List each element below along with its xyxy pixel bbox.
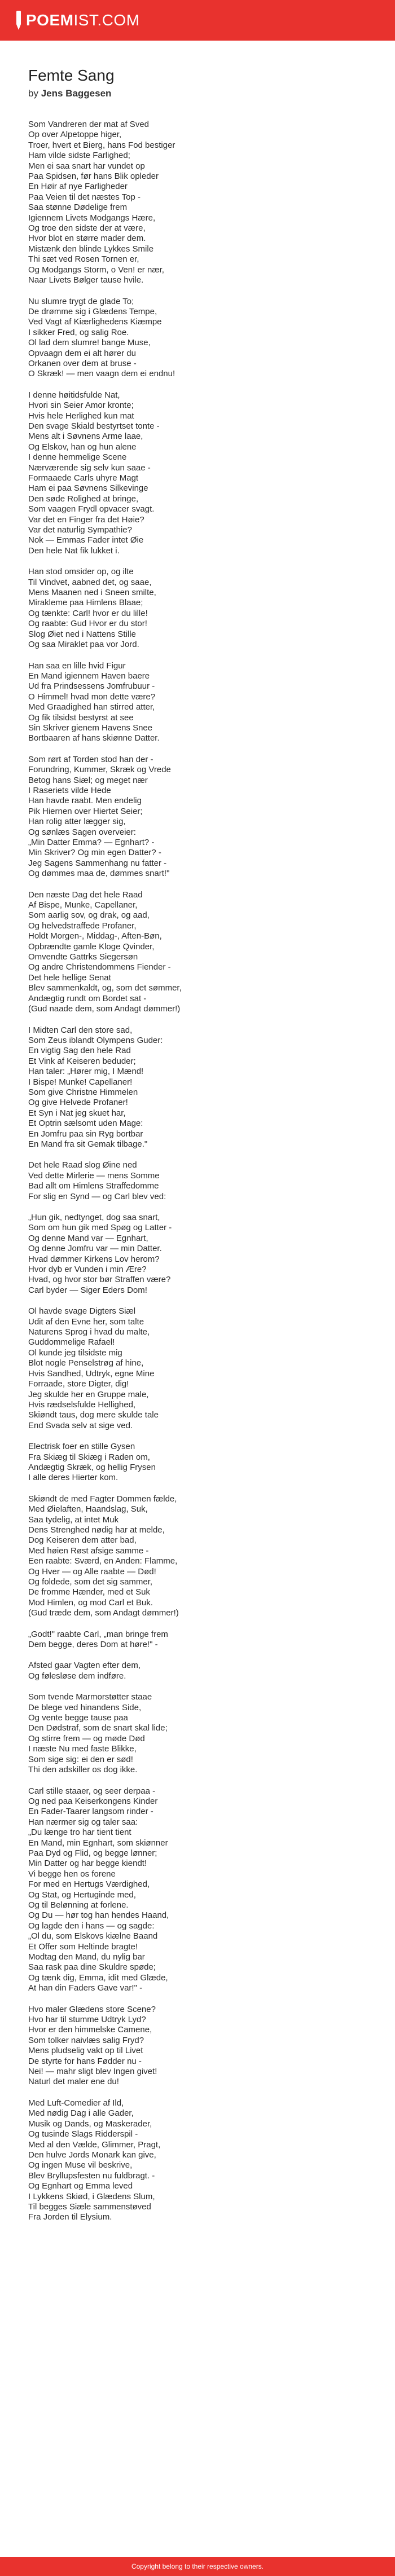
poem-stanza (28, 2005, 367, 2088)
poem-line: Andægtig rundt om Bordet sat - (28, 993, 147, 1003)
poem-line: En Mand, min Egnhart, som skiønner (28, 1838, 168, 1848)
poem-line: Ol lad dem slumre! bange Muse, (28, 338, 151, 348)
poem-line: Dens Strenghed nødig har at melde, (28, 1525, 165, 1535)
poem-line: Hvo har til stumme Udtryk Lyd? (28, 2015, 146, 2025)
poem-line: Hvis hele Herlighed kun mat (28, 411, 134, 421)
poem-line: Og til Belønning at forlene. (28, 1900, 129, 1910)
byline-prefix: by (28, 88, 38, 99)
poem-line: Hvo maler Glædens store Scene? (28, 2004, 156, 2014)
poem-stanza (28, 1213, 367, 1296)
poem-line: Den søde Rolighed at bringe, (28, 494, 139, 504)
poem-stanza (28, 1442, 367, 1483)
poem-line: Formaaede Carls uhyre Magt (28, 473, 139, 483)
poem-line: Til Vindvet, aabned det, og saae, (28, 577, 152, 587)
poem-line: Som om hun gik med Spøg og Latter - (28, 1223, 172, 1233)
poem-line: Og foldede, som det sig sammer, (28, 1577, 153, 1587)
poem-stanza (28, 567, 367, 650)
poem-line: „Du længe tro har tient tient (28, 1828, 131, 1838)
poem-line: Naturl det maler ene du! (28, 2077, 119, 2087)
poem-line: Med Øielaften, Haandslag, Suk, (28, 1504, 148, 1514)
poem-line: En Mand fra sit Gemak tilbage." (28, 1139, 148, 1149)
poem-stanza (28, 1306, 367, 1431)
poem-line: Den Dødstraf, som de snart skal lide; (28, 1723, 168, 1733)
poem-line: Min Skriver? Og min egen Datter? - (28, 848, 161, 858)
poem-line: Electrisk foer en stille Gysen (28, 1442, 135, 1452)
poem-line: Opbrændte gamle Kloge Qvinder, (28, 941, 155, 952)
poem-line: Den næste Dag det hele Raad (28, 890, 143, 900)
poem-line: „Ol du, som Elskovs kiælne Baand (28, 1931, 158, 1941)
poem-line: Han stod omsider op, og ilte (28, 567, 134, 577)
poem-line: Mens alt i Søvnens Arme laae, (28, 431, 143, 442)
poem-line: Paa Dyd og Flid, og begge lønner; (28, 1848, 157, 1858)
poem-line: Naar Livets Bølger tause hvile. (28, 275, 144, 285)
poem-line: Den hulve Jords Monark kan give, (28, 2150, 156, 2160)
poem-stanza (28, 2098, 367, 2223)
poem-line: Og følesløse dem indføre. (28, 1671, 126, 1681)
poem-stanza (28, 1630, 367, 1650)
poem-line: Hvori sin Seier Amor kronte; (28, 400, 134, 411)
poem-line: Nærværende sig selv kun saae - (28, 463, 151, 473)
poem-line: Og lagde den i hans — og sagde: (28, 1921, 155, 1931)
poem-line: Med nødig Dag i alle Gader, (28, 2108, 134, 2119)
poem-line: Nu slumre trygt de glade To; (28, 296, 134, 306)
poem-line: Min Datter og har begge kiendt! (28, 1859, 147, 1869)
poem-line: Som vaagen Frydl opvacer svagt. (28, 504, 155, 514)
poem-line: Forraade, store Digter, dig! (28, 1379, 129, 1389)
poem-line: Modtag den Mand, du nylig bar (28, 1952, 145, 1962)
poem-line: Bortbaaren af hans skiønne Datter. (28, 733, 160, 743)
logo-text-bold: POEM (26, 11, 74, 29)
poem-line: En vigtig Sag den hele Rad (28, 1046, 131, 1056)
poem-stanza (28, 1661, 367, 1681)
poem-line: Blev sammenkaldt, og, som det sømmer, (28, 983, 182, 993)
poem-line: Og Stat, og Hertuginde med, (28, 1890, 136, 1900)
poem-line: Skiøndt taus, dog mere skulde tale (28, 1410, 159, 1420)
poem-line: I Raseriets vilde Hede (28, 785, 111, 795)
poem-line: Paa Spidsen, før hans Blik opleder (28, 171, 159, 182)
poem-line: Mod Himlen, og mod Carl et Buk. (28, 1597, 153, 1608)
poem-line: Og tusinde Slags Ridderspil - (28, 2129, 138, 2139)
poem-line: Hvad, og hvor stor bør Straffen være? (28, 1275, 171, 1285)
poem-line: Guddommelige Rafael! (28, 1337, 115, 1348)
poem-line: Og stirre frem — og møde Død (28, 1733, 145, 1743)
poem-line: O Himmel! hvad mon dette være? (28, 692, 156, 702)
poem-line: Vi begge hen os forene (28, 1869, 116, 1879)
poem-line: Og denne Jomfru var — min Datter. (28, 1244, 162, 1254)
poem-line: Andægtig Skræk, og hellig Frysen (28, 1462, 156, 1472)
poem-line: Han nærmer sig og taler saa: (28, 1817, 138, 1827)
poem-line: Ham vilde sidste Farlighed; (28, 151, 130, 161)
poem-body (28, 120, 367, 2223)
poem-line: I denne høitidsfulde Nat, (28, 390, 120, 400)
poem-stanza (28, 1025, 367, 1150)
author-link[interactable]: Jens Baggesen (41, 88, 112, 99)
poem-line: En Mand igiennem Haven baere (28, 671, 150, 681)
poem-line: Og Egnhart og Emma leved (28, 2181, 133, 2191)
poem-line: Hvor dyb er Vunden i min Ære? (28, 1265, 147, 1275)
poem-title: Femte Sang (28, 67, 115, 84)
poem-line: Thi den adskiller os dog ikke. (28, 1765, 138, 1775)
poem-line: I alle deres Hierter kom. (28, 1473, 118, 1483)
poem-line: Afsted gaar Vagten efter dem, (28, 1661, 141, 1671)
poem-line: Et Offer som Heltinde bragte! (28, 1941, 138, 1952)
poem-stanza (28, 890, 367, 1015)
poem-line: Hvis Sandhed, Udtryk, egne Mine (28, 1368, 155, 1379)
poem-line: Med Graadighed han stirred atter, (28, 702, 155, 712)
poem-line: Ved dette Mirlerie — mens Somme (28, 1170, 160, 1181)
poem-line: Et Vink af Keiseren beduder; (28, 1056, 136, 1066)
poem-content (28, 67, 367, 2234)
poem-line: Op over Alpetoppe higer, (28, 130, 122, 140)
poem-line: Omvendte Gattrks Siegersøn (28, 952, 138, 962)
poem-line: Orkanen over dem at bruse - (28, 358, 137, 368)
poem-line: Blot nogle Penselstrøg af hine, (28, 1358, 144, 1368)
poem-line: Hvor er den himmelske Camene, (28, 2025, 152, 2035)
poem-stanza (28, 1692, 367, 1775)
poem-line: Og vente begge tause paa (28, 1713, 128, 1723)
poem-line: Med Luft-Comedier af Ild, (28, 2098, 124, 2108)
poem-line: Var det naturlig Sympathie? (28, 525, 132, 535)
site-logo[interactable] (15, 11, 140, 30)
poem-line: Ved Vagt af Kiærlighedens Kiæmpe (28, 317, 162, 327)
poem-line: (Gud naade dem, som Andagt dømmer!) (28, 1004, 181, 1014)
poem-line: Saa tydelig, at intet Muk (28, 1514, 119, 1525)
poem-line: Han havde raabt. Men endelig (28, 796, 142, 806)
poem-line: For slig en Synd — og Carl blev ved: (28, 1191, 166, 1201)
poem-line: En Høir af nye Farligheder (28, 182, 128, 192)
pen-icon (15, 11, 23, 30)
poem-line: Saa rask paa dine Skuldre spøde; (28, 1962, 156, 1972)
poem-line: Som sige sig: ei den er sød! (28, 1754, 133, 1764)
poem-line: I næste Nu med faste Blikke, (28, 1744, 137, 1754)
poem-line: Og denne Mand var — Egnhart, (28, 1233, 148, 1243)
poem-line: Og Hver — og Alle raabte — Død! (28, 1566, 156, 1577)
poem-line: Og ingen Muse vil beskrive, (28, 2160, 133, 2170)
poem-line: Som Zeus iblandt Olympens Guder: (28, 1035, 163, 1045)
poem-line: Paa Veien til det næstes Top - (28, 192, 141, 202)
poem-line: Betog hans Siæl; og meget nær (28, 775, 148, 785)
poem-line: Mens pludselig vakt op til Livet (28, 2046, 143, 2056)
poem-line: Saa stønne Dødelige frem (28, 202, 128, 213)
poem-line: Nei! — mahr sligt blev Ingen givet! (28, 2067, 157, 2077)
poem-stanza (28, 1494, 367, 1619)
poem-line: Fra Jorden til Elysium. (28, 2212, 112, 2222)
poem-line: Mirakleme paa Himlens Blaae; (28, 598, 143, 608)
poem-line: Med høien Røst afsige samme - (28, 1545, 149, 1556)
poem-line: Hvis rædselsfulde Hellighed, (28, 1399, 136, 1410)
poem-line: En Jomfru paa sin Ryg bortbar (28, 1129, 143, 1139)
poem-line: I Bispe! Munke! Capellaner! (28, 1077, 133, 1087)
poem-line: Den hele Nat fik lukket i. (28, 545, 120, 556)
poem-line: Dog Keiseren dem atter bad, (28, 1535, 137, 1545)
poem-line: Og sønlæs Sagen overveier: (28, 827, 136, 837)
poem-line: Hvad dømmer Kirkens Lov herom? (28, 1254, 160, 1264)
poem-line: I denne hemmelige Scene (28, 452, 127, 463)
poem-line: I Midten Carl den store sad, (28, 1025, 133, 1035)
poem-line: De drømme sig i Glædens Tempe, (28, 306, 157, 316)
poem-stanza (28, 120, 367, 286)
poem-line: Jeg skulde her en Gruppe male, (28, 1389, 149, 1399)
poem-line: Troer, hvert et Bierg, hans Fod bestiger (28, 140, 175, 150)
poem-line: At han din Faders Gave var!" - (28, 1983, 143, 1993)
poem-line: Fra Skiæg til Skiæg i Raden om, (28, 1452, 150, 1462)
poem-line: Carl byder — Siger Eders Dom! (28, 1285, 147, 1295)
poem-line: Naturens Sprog i hvad du malte, (28, 1327, 150, 1337)
poem-line: Men ei saa snart har vundet op (28, 161, 145, 171)
poem-line: Slog Øiet ned i Nattens Stille (28, 629, 136, 639)
poem-stanza (28, 1786, 367, 1994)
poem-line: En Fader-Taarer langsom rinder - (28, 1807, 153, 1817)
poem-line: „Godt!" raabte Carl, „man bringe frem (28, 1629, 168, 1639)
poem-line: Udit af den Evne her, som talte (28, 1316, 144, 1327)
poem-line: Bad allt om Himlens Straffedomme (28, 1181, 159, 1191)
site-header (0, 0, 395, 41)
poem-line: End Svada selv at sige ved. (28, 1420, 133, 1430)
poem-line: De styrte for hans Fødder nu - (28, 2056, 142, 2066)
poem-line: Og dømmes maa de, dømmes snart!" (28, 869, 170, 879)
poem-stanza (28, 297, 367, 380)
poem-line: Med al den Vælde, Glimmer, Pragt, (28, 2139, 161, 2150)
poem-line: Var det en Finger fra det Høie? (28, 514, 144, 525)
poem-line: Ham ei paa Søvnens Silkevinge (28, 483, 148, 494)
poem-line: I Lykkens Skiød, i Glædens Slum, (28, 2191, 155, 2201)
poem-line: Den svage Skiald bestyrtset tonte - (28, 421, 160, 431)
poem-line: Det hele hellige Senat (28, 972, 111, 983)
poem-line: Skiøndt de med Fagter Dommen fælde, (28, 1494, 177, 1504)
poem-line: Pik Hiernen over Hiertet Seier; (28, 806, 143, 816)
poem-line: Og tænkte: Carl! hvor er du lille! (28, 608, 148, 618)
poem-line: Ol kunde jeg tilsidste mig (28, 1348, 122, 1358)
poem-line: Som tvende Marmorstøtter staae (28, 1692, 152, 1702)
poem-line: Blev Bryllupsfesten nu fuldbragt. - (28, 2170, 155, 2181)
site-footer (0, 2557, 395, 2576)
poem-line: Mens Maanen ned i Sneen smilte, (28, 588, 156, 598)
poem-line: Og helvedstraffede Profaner, (28, 921, 137, 931)
poem-line: De blege ved hinandens Side, (28, 1702, 142, 1712)
poem-line: Et Optrin sælsomt uden Mage: (28, 1119, 143, 1129)
poem-line: Han taler: „Hører mig, I Mænd! (28, 1067, 144, 1077)
poem-line: Af Bispe, Munke, Capellaner, (28, 900, 138, 910)
poem-line: Og troe den sidste der at være, (28, 223, 146, 234)
poem-line: Musik og Dands, og Maskerader, (28, 2119, 152, 2129)
poem-stanza (28, 661, 367, 744)
poem-line: Og Elskov, han og hun alene (28, 442, 137, 452)
poem-line: Og tænk dig, Emma, idit med Glæde, (28, 1972, 168, 1983)
poem-line: „Min Datter Emma? — Egnhart? - (28, 838, 155, 847)
poem-line: Og Modgangs Storm, o Ven! er nær, (28, 265, 164, 275)
poem-line: Ud fra Prindsessens Jomfrubuur - (28, 681, 155, 692)
poem-line: For med en Hertugs Værdighed, (28, 1879, 150, 1890)
poem-line: Og saa Miraklet paa vor Jord. (28, 640, 139, 650)
poem-line: Ol havde svage Digters Siæl (28, 1306, 136, 1316)
poem-line: Een raabte: Sværd, en Anden: Flamme, (28, 1556, 178, 1566)
poem-line: Og ned paa Keiserkongens Kinder (28, 1796, 158, 1806)
poem-line: Holdt Morgen-, Middag-, Aften-Bøn, (28, 931, 162, 941)
poem-line: Som tolker naivlæs salig Fryd? (28, 2035, 144, 2045)
poem-line: Og Du — hør tog han hendes Haand, (28, 1910, 169, 1921)
poem-line: Som give Christne Himmelen (28, 1087, 138, 1097)
poem-line: Som Vandreren der mat af Sved (28, 120, 149, 129)
poem-line: Som aarlig sov, og drak, og aad, (28, 910, 150, 921)
poem-line: Mistænk den blinde Lykkes Smile (28, 244, 154, 254)
poem-line: I sikker Fred, og salig Roe. (28, 327, 129, 337)
poem-line: Til begges Siæle sammenstøved (28, 2201, 151, 2212)
poem-line: Det hele Raad slog Øine ned (28, 1160, 137, 1170)
poem-byline (28, 88, 367, 99)
poem-line: De fromme Hænder, med et Suk (28, 1587, 150, 1597)
poem-line: Et Syn i Nat jeg skuet har, (28, 1108, 126, 1118)
poem-line: Forundring, Kummer, Skræk og Vrede (28, 765, 171, 775)
poem-line: Og raabte: Gud Hvor er du stor! (28, 619, 147, 629)
poem-line: Og give Helvede Profaner! (28, 1098, 128, 1108)
poem-line: Carl stille staaer, og seer derpaa - (28, 1786, 156, 1796)
poem-line: „Hun gik, nedtynget, dog saa snart, (28, 1213, 160, 1222)
poem-line: O Skræk! — men vaagn dem ei endnu! (28, 369, 175, 379)
poem-line: Sin Skriver gienem Havens Snee (28, 723, 153, 733)
poem-line: Igiennem Livets Modgangs Hære, (28, 213, 156, 223)
poem-stanza (28, 755, 367, 879)
poem-line: (Gud træde dem, som Andagt dømmer!) (28, 1608, 179, 1618)
poem-line: Dem begge, deres Dom at høre!" - (28, 1640, 158, 1650)
poem-line: Nok — Emmas Fader intet Øie (28, 535, 144, 545)
poem-line: Opvaagn dem ei alt hører du (28, 348, 136, 358)
poem-line: Jeg Sagens Sammenhang nu fatter - (28, 858, 167, 868)
poem-line: Thi sæt ved Rosen Tornen er, (28, 254, 139, 265)
poem-line: Hvor blot en større mader dem. (28, 234, 146, 244)
poem-stanza (28, 390, 367, 557)
poem-line: Han saa en lille hvid Figur (28, 660, 126, 671)
copyright-text: Copyright belong to their respective owners. (131, 2562, 264, 2570)
logo-text-thin: IST.COM (73, 11, 140, 29)
poem-line: Han rolig atter lægger sig, (28, 817, 126, 827)
poem-stanza (28, 1160, 367, 1202)
poem-line: Og andre Christendommens Fiender - (28, 962, 171, 972)
poem-line: Som rørt af Torden stod han der - (28, 754, 153, 764)
poem-line: Og fik tilsidst bestyrst at see (28, 712, 134, 723)
